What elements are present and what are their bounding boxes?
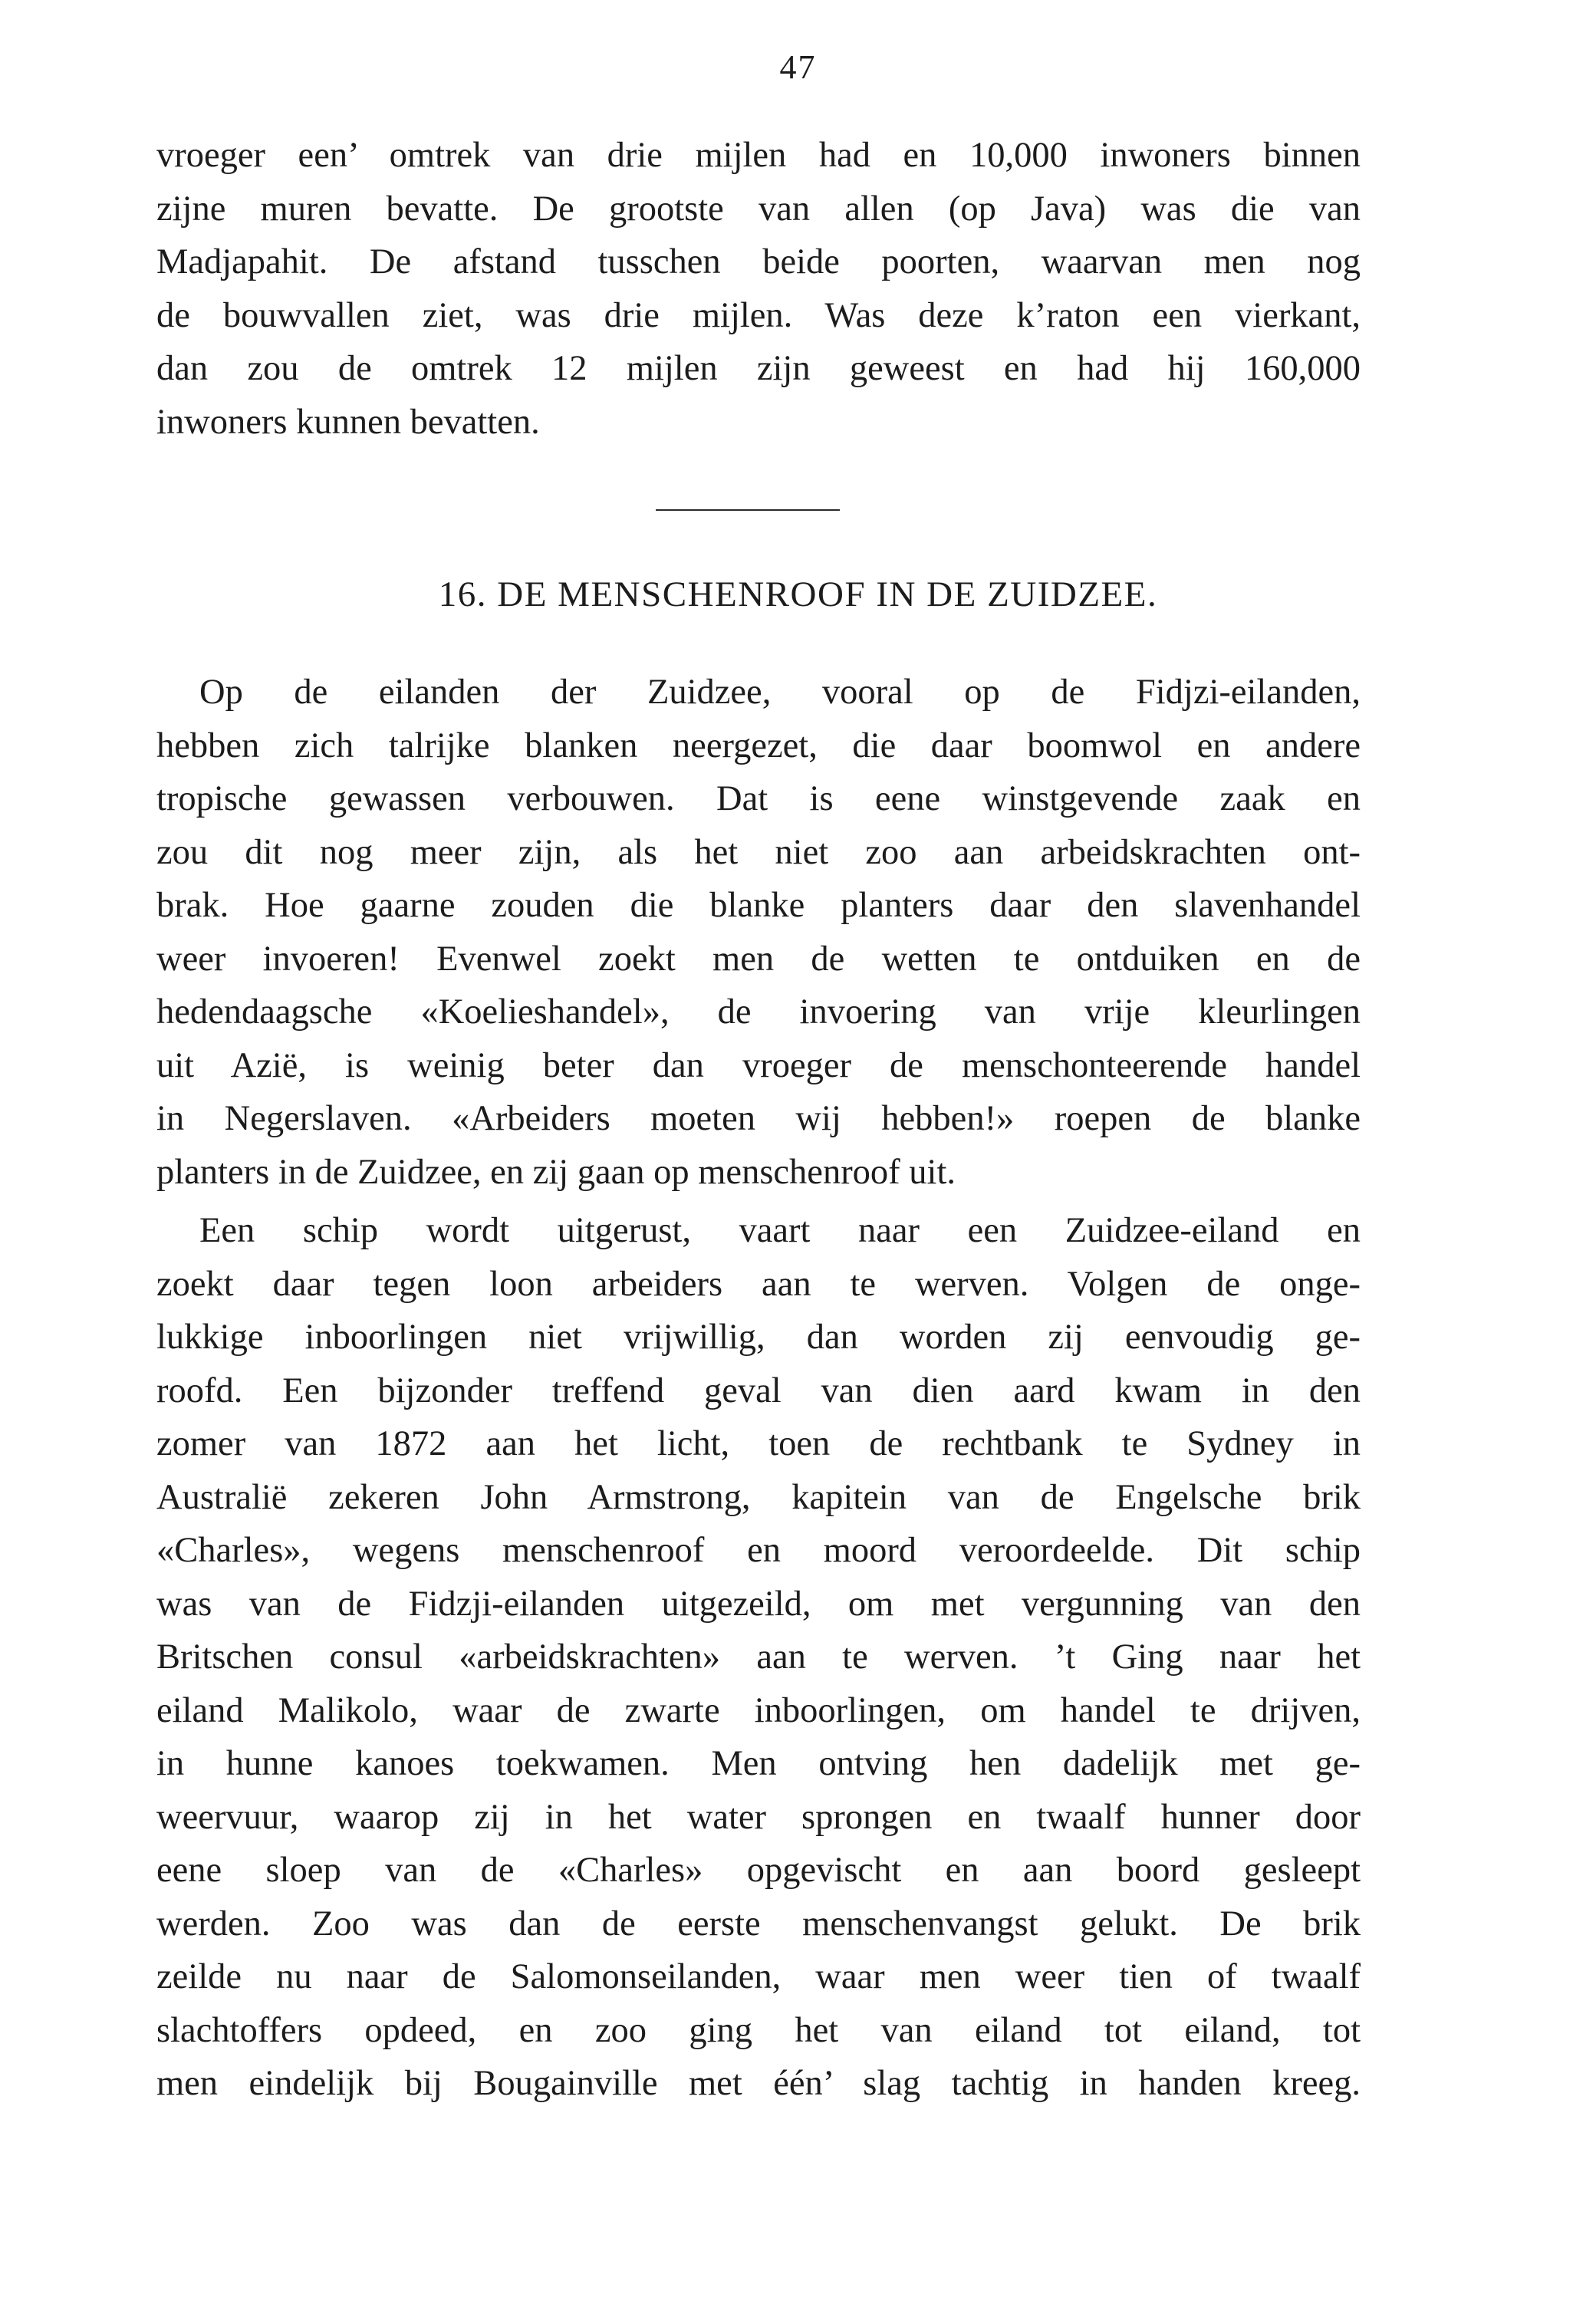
text-line: vroeger een’ omtrek van drie mijlen had en 10,000 inwoners binnen	[156, 136, 1361, 175]
text-line: de bouwvallen ziet, was drie mijlen. Was deze k’raton een vierkant,	[156, 295, 1361, 335]
paragraph-1	[156, 666, 1361, 1199]
text-line: planters in de Zuidzee, en zij gaan op menschenroof uit.	[156, 1152, 956, 1192]
text-line: weervuur, waarop zij in het water sprongen en twaalf hunner door	[156, 1797, 1361, 1837]
text-line: zijne muren bevatte. De grootste van allen (op Java) was die van	[156, 189, 1361, 229]
text-line: Op de eilanden der Zuidzee, vooral op de Fidjzi-eilanden,	[199, 673, 1361, 712]
text-line: Een schip wordt uitgerust, vaart naar een Zuidzee-eiland en	[199, 1211, 1361, 1250]
text-line: zomer van 1872 aan het licht, toen de rechtbank te Sydney in	[156, 1424, 1361, 1463]
text-line: weer invoeren! Evenwel zoekt men de wetten te ontduiken en de	[156, 939, 1361, 979]
text-line: «Charles», wegens menschenroof en moord veroordeelde. Dit schip	[156, 1531, 1361, 1570]
paragraph-2	[156, 1204, 1361, 2111]
text-line: roofd. Een bijzonder treffend geval van dien aard kwam in den	[156, 1371, 1361, 1410]
text-line: Madjapahit. De afstand tusschen beide poorten, waarvan men nog	[156, 242, 1361, 281]
text-line: in Negerslaven. «Arbeiders moeten wij hebben!» roepen de blanke	[156, 1099, 1361, 1138]
text-line: werden. Zoo was dan de eerste menschenvangst gelukt. De brik	[156, 1904, 1361, 1943]
text-line: zou dit nog meer zijn, als het niet zoo aan arbeidskrachten ont-	[156, 832, 1361, 872]
text-line: hedendaagsche «Koelieshandel», de invoering van vrije kleurlingen	[156, 992, 1361, 1032]
text-line: inwoners kunnen bevatten.	[156, 402, 540, 442]
text-line: in hunne kanoes toekwamen. Men ontving hen dadelijk met ge-	[156, 1744, 1361, 1783]
text-line: zoekt daar tegen loon arbeiders aan te werven. Volgen de onge-	[156, 1264, 1361, 1304]
text-line: was van de Fidzji-eilanden uitgezeild, om met vergunning van den	[156, 1584, 1361, 1624]
text-line: hebben zich talrijke blanken neergezet, die daar boomwol en andere	[156, 726, 1361, 765]
text-line: zeilde nu naar de Salomonseilanden, waar men weer tien of twaalf	[156, 1957, 1361, 1996]
text-line: tropische gewassen verbouwen. Dat is eene winstgevende zaak en	[156, 779, 1361, 818]
text-line: eiland Malikolo, waar de zwarte inboorlingen, om handel te drijven,	[156, 1690, 1361, 1730]
text-line: lukkige inboorlingen niet vrijwillig, dan worden zij eenvoudig ge-	[156, 1318, 1361, 1357]
section-heading: 16. DE MENSCHENROOF IN DE ZUIDZEE.	[438, 574, 1158, 614]
text-line: uit Azië, is weinig beter dan vroeger de menschonteerende handel	[156, 1045, 1361, 1085]
section-divider	[656, 509, 840, 511]
text-line: men eindelijk bij Bougainville met één’ slag tachtig in handen kreeg.	[156, 2064, 1361, 2103]
intro-paragraph	[156, 129, 1361, 449]
text-line: Britschen consul «arbeidskrachten» aan te werven. ’t Ging naar het	[156, 1637, 1361, 1677]
text-line: Australië zekeren John Armstrong, kapitein van de Engelsche brik	[156, 1477, 1361, 1517]
page-number: 47	[779, 48, 817, 86]
text-line: eene sloep van de «Charles» opgevischt en aan boord gesleept	[156, 1851, 1361, 1890]
text-line: slachtoffers opdeed, en zoo ging het van eiland tot eiland, tot	[156, 2010, 1361, 2050]
text-line: dan zou de omtrek 12 mijlen zijn geweest en had hij 160,000	[156, 349, 1361, 388]
text-line: brak. Hoe gaarne zouden die blanke planters daar den slavenhandel	[156, 886, 1361, 925]
